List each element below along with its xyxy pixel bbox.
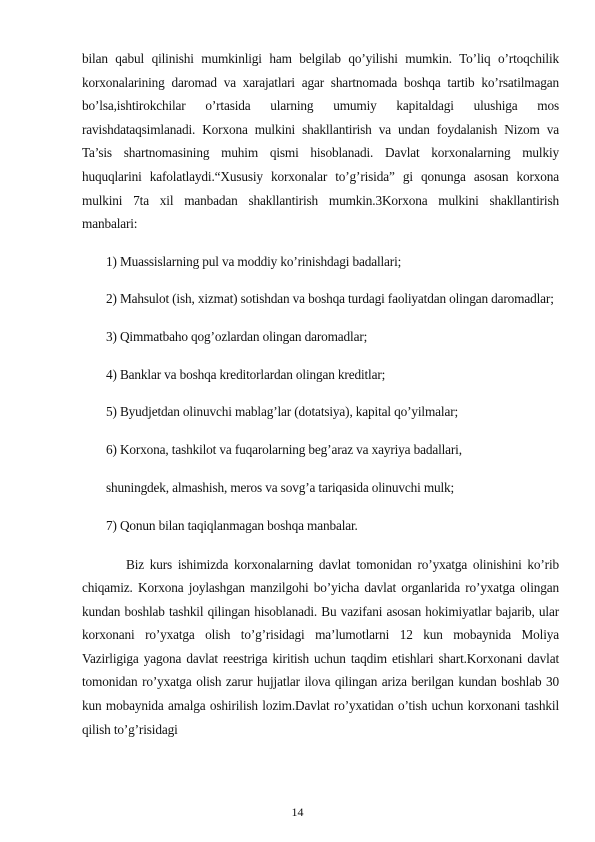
list-item-3: 3) Qimmatbaho qog’ozlardan olingan daromadlar; — [106, 328, 368, 344]
intro-paragraph: bilan qabul qilinishi mumkinligi ham belgilab qo’yilishi mumkin. To’liq o’rtoqchilik korxonalarining daromad va xarajatlari agar shartnomada boshqa tartib ko’rsatilmagan bo’lsa,ishtirokchilar o’rtasida ularning umumiy kapitaldagi ulushiga mos ravishdataqsimlanadi. Korxona mulkini shakllantirish va undan foydalanish Nizom va Ta’sis shartnomasining muhim qismi hisoblanadi. Davlat korxonalarning mulkiy huquqlarini kafolatlaydi.“Xususiy korxonalar to’g’risida” gi qonunga asosan korxona mulkini 7ta xil manbadan shakllantirish mumkin.3Korxona mulkini shakllantirish manbalari: — [82, 51, 559, 232]
closing-paragraph: Biz kurs ishimizda korxonalarning davlat tomonidan ro’yxatga olinishini ko’rib chiqamiz. Korxona joylashgan manzilgohi bo’yicha davlat organlarida ro’yxatga olingan kundan boshlab tashkil qilingan hisoblanadi. Bu vazifani asosan hokimiyatlar bajarib, ular korxonani ro’yxatga olish to’g’risidagi ma’lumotlarni 12 kun mobaynida Moliya Vazirligiga yagona davlat reestriga kiritish uchun taqdim etishlari shart.Korxonani davlat tomonidan ro’yxatga olish zarur hujjatlar ilova qilingan ariza berilgan kundan boshlab 30 kun mobaynida amalga oshirilish lozim.Davlat ro’yxatidan o’tish uchun korxonani tashkil qilish to’g’risidagi — [82, 556, 559, 737]
list-item-6-continuation: shuningdek, almashish, meros va sovg’a tariqasida olinuvchi mulk; — [106, 480, 455, 496]
list-item-2: 2) Mahsulot (ish, xizmat) sotishdan va boshqa turdagi faoliyatdan olingan daromadlar; — [106, 291, 554, 307]
document-page — [82, 47, 559, 741]
page-number: 14 — [291, 805, 304, 819]
list-item-7: 7) Qonun bilan taqiqlanmagan boshqa manbalar. — [106, 517, 358, 533]
list-item-5: 5) Byudjetdan olinuvchi mablag’lar (dotatsiya), kapital qo’yilmalar; — [106, 404, 459, 420]
list-item-6: 6) Korxona, tashkilot va fuqarolarning beg’araz va xayriya badallari, — [106, 441, 462, 457]
list-item-1: 1) Muassislarning pul va moddiy ko’rinishdagi badallari; — [106, 253, 402, 269]
list-item-4: 4) Banklar va boshqa kreditorlardan olingan kreditlar; — [106, 366, 386, 382]
